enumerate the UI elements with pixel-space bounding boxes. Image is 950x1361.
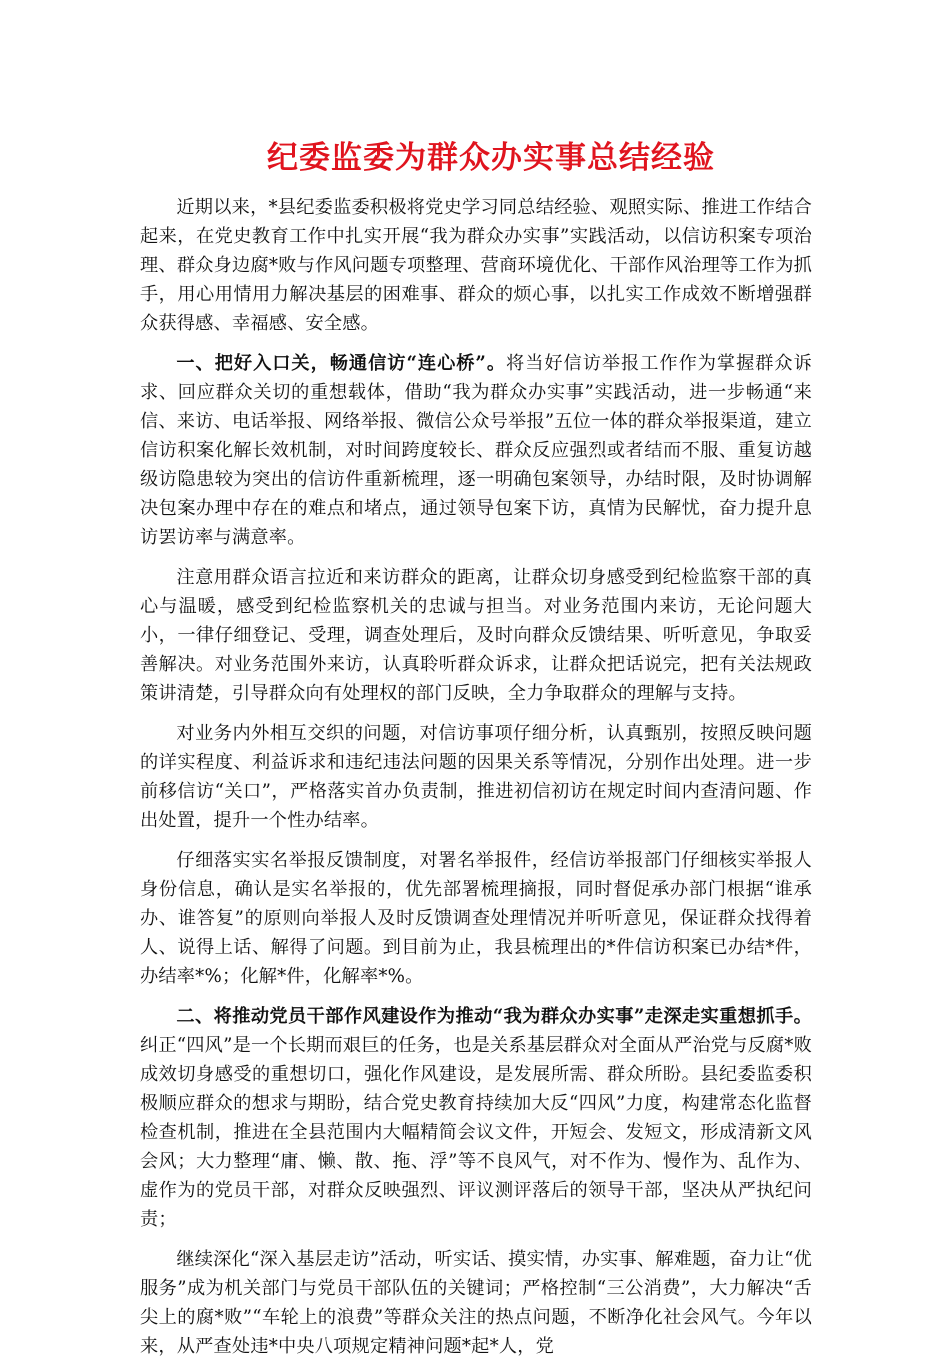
section-heading: 二、将推动党员干部作风建设作为推动“我为群众办实事”走深走实重想抓手。	[176, 1006, 812, 1027]
paragraph-body	[140, 719, 812, 835]
paragraph-section-two	[140, 1002, 812, 1234]
paragraph-text: 近期以来，*县纪委监委积极将党史学习同总结经验、观照实际、推进工作结合起来，在党史教育工作中扎实开展“我为群众办实事”实践活动，以信访积案专项治理、群众身边腐*败与作风问题专项整理、营商环境优化、干部作风治理等工作为抓手，用心用情用力解决基层的困难事、群众的烦心事，以扎实工作成效不断增强群众获得感、幸福感、安全感。	[140, 197, 812, 334]
paragraph-body	[140, 846, 812, 991]
section-heading: 一、把好入口关，畅通信访“连心桥”。	[176, 353, 507, 374]
paragraph-text: 对业务内外相互交织的问题，对信访事项仔细分析，认真甄别，按照反映问题的详实程度、利益诉求和违纪违法问题的因果关系等情况，分别作出处理。进一步前移信访“关口”，严格落实首办负责制，推进初信初访在规定时间内查清问题、作出处置，提升一个性办结率。	[140, 723, 812, 831]
paragraph-section-one	[140, 349, 812, 552]
paragraph-text: 注意用群众语言拉近和来访群众的距离，让群众切身感受到纪检监察干部的真心与温暖，感受到纪检监察机关的忠诚与担当。对业务范围内来访，无论问题大小，一律仔细登记、受理，调查处理后，及时向群众反馈结果、听听意见，争取妥善解决。对业务范围外来访，认真聆听群众诉求，让群众把话说完，把有关法规政策讲清楚，引导群众向有处理权的部门反映，全力争取群众的理解与支持。	[140, 567, 812, 704]
paragraph-text: 纠正“四风”是一个长期而艰巨的任务，也是关系基层群众对全面从严治党与反腐*败成效切身感受的重想切口，强化作风建设，是发展所需、群众所盼。县纪委监委积极顺应群众的想求与期盼，结合党史教育持续加大反“四风”力度，构建常态化监督检查机制，推进在全县范围内大幅精简会议文件，开短会、发短文，形成清新文风会风；大力整理“庸、懒、散、拖、浮”等不良风气，对不作为、慢作为、乱作为、虚作为的党员干部，对群众反映强烈、评议测评落后的领导干部，坚决从严执纪问责；	[140, 1035, 812, 1230]
paragraph-text: 仔细落实实名举报反馈制度，对署名举报件，经信访举报部门仔细核实举报人身份信息，确认是实名举报的，优先部署梳理摘报，同时督促承办部门根据“谁承办、谁答复”的原则向举报人及时反馈调查处理情况并听听意见，保证群众找得着人、说得上话、解得了问题。到目前为止，我县梳理出的*件信访积案已办结*件，办结率*%；化解*件，化解率*%。	[140, 850, 812, 987]
paragraph-body	[140, 563, 812, 708]
paragraph-intro	[140, 193, 812, 338]
document-title: 纪委监委为群众办实事总结经验	[267, 140, 715, 176]
paragraph-text: 继续深化“深入基层走访”活动，听实话、摸实情，办实事、解难题，奋力让“优服务”成为机关部门与党员干部队伍的关键词；严格控制“三公消费”，大力解决“舌尖上的腐*败”“车轮上的浪费”等群众关注的热点问题，不断净化社会风气。今年以来，从严查处违*中央八项规定精神问题*起*人，党	[140, 1249, 812, 1357]
paragraph-text: 将当好信访举报工作作为掌握群众诉求、回应群众关切的重想载体，借助“我为群众办实事”实践活动，进一步畅通“来信、来访、电话举报、网络举报、微信公众号举报”五位一体的群众举报渠道，建立信访积案化解长效机制，对时间跨度较长、群众反应强烈或者结而不服、重复访越级访隐患较为突出的信访件重新梳理，逐一明确包案领导，办结时限，及时协调解决包案办理中存在的难点和堵点，通过领导包案下访，真情为民解忧，奋力提升息访罢访率与满意率。	[140, 353, 812, 548]
